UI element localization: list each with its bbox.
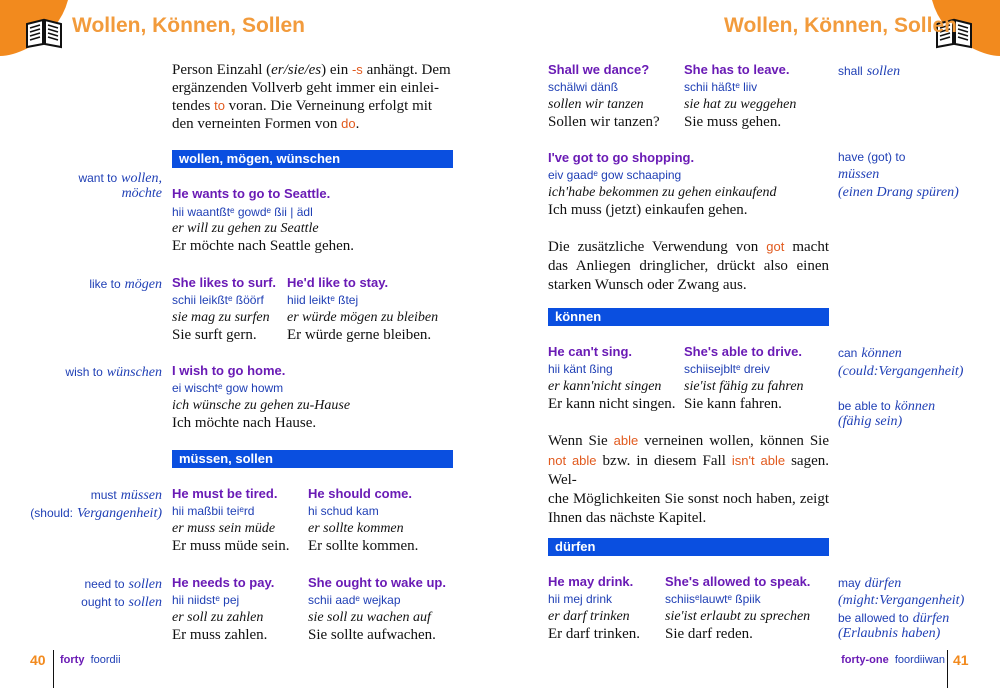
literal-translation: sollen wir tanzen bbox=[548, 97, 644, 112]
literal-translation: er kann'nicht singen bbox=[548, 379, 662, 394]
literal-translation: ich'habe bekommen zu gehen einkaufend bbox=[548, 185, 777, 200]
margin-may: may dürfen bbox=[838, 576, 902, 591]
margin-erlaubnis: (Erlaubnis haben) bbox=[838, 626, 941, 641]
page-title-left: Wollen, Können, Sollen bbox=[72, 14, 305, 37]
footer-divider-left bbox=[53, 650, 54, 688]
margin-need: need to sollen bbox=[84, 577, 162, 592]
intro-line-1: Person Einzahl (er/sie/es) ein -s anhängt. Dem bbox=[172, 62, 451, 78]
english-sentence: I wish to go home. bbox=[172, 363, 286, 378]
english-sentence: I've got to go shopping. bbox=[548, 150, 695, 165]
got-paragraph: Die zusätzliche Verwendung von got macht das Anliegen dringlicher, drückt also einen starken Wunsch oder Zwang aus. bbox=[548, 239, 829, 293]
german-translation: Er kann nicht singen. bbox=[548, 396, 676, 412]
pronunciation: schiisᵉlauwtᵉ ßpiik bbox=[665, 592, 761, 606]
english-sentence: He should come. bbox=[308, 486, 413, 501]
pronunciation: hii känt ßing bbox=[548, 362, 613, 376]
page-number-right: 41 bbox=[953, 652, 969, 668]
english-sentence: He can't sing. bbox=[548, 344, 632, 359]
english-sentence: She ought to wake up. bbox=[308, 575, 446, 590]
book-icon-left bbox=[24, 16, 64, 50]
literal-translation: sie soll zu wachen auf bbox=[308, 610, 431, 625]
literal-translation: er würde mögen zu bleiben bbox=[287, 310, 439, 325]
intro-line-2: ergänzenden Vollverb geht immer ein einlei- bbox=[172, 80, 439, 96]
able-paragraph: Wenn Sie able verneinen wollen, können Sie not able bzw. in diesem Fall isn't able sagen. Wel- che Möglichkeiten Sie sonst noch haben, zeigt Ihnen das nächste Kapitel. bbox=[548, 433, 829, 526]
literal-translation: ich wünsche zu gehen zu-Hause bbox=[172, 398, 351, 413]
german-translation: Sie surft gern. bbox=[172, 327, 257, 343]
pronunciation: schii häßtᵉ liiv bbox=[684, 80, 758, 94]
margin-wish: wish to wünschen bbox=[65, 365, 162, 380]
pronunciation: schälwi dänß bbox=[548, 80, 619, 94]
german-translation: Er muss zahlen. bbox=[172, 627, 268, 643]
pronunciation: hii niidstᵉ pej bbox=[172, 593, 240, 607]
literal-translation: er darf trinken bbox=[548, 609, 630, 624]
german-translation: Er darf trinken. bbox=[548, 626, 641, 642]
literal-translation: er will zu gehen zu Seattle bbox=[172, 221, 319, 236]
page-number-left: 40 bbox=[30, 652, 46, 668]
english-sentence: He may drink. bbox=[548, 574, 634, 589]
english-sentence: Shall we dance? bbox=[548, 62, 650, 77]
section-heading-duerfen: dürfen bbox=[548, 538, 829, 556]
german-translation: Er muss müde sein. bbox=[172, 538, 290, 554]
margin-must: must müssen bbox=[90, 488, 162, 503]
literal-translation: er soll zu zahlen bbox=[172, 610, 264, 625]
page-title-right: Wollen, Können, Sollen bbox=[724, 14, 957, 37]
margin-moechte: möchte bbox=[121, 186, 162, 201]
pronunciation: hii waantßtᵉ gowdᵉ ßii | ädl bbox=[172, 205, 313, 219]
literal-translation: sie'ist fähig zu fahren bbox=[684, 379, 804, 394]
pronunciation: schiisejbltᵉ dreiv bbox=[684, 362, 770, 376]
intro-line-4: den verneinten Formen von do. bbox=[172, 116, 360, 132]
pronunciation: ei wischtᵉ gow howm bbox=[172, 381, 284, 395]
english-sentence: She's allowed to speak. bbox=[665, 574, 811, 589]
intro-line-3: tendes to voran. Die Verneinung erfolgt mit bbox=[172, 98, 433, 114]
page-word-right: forty-one foordiiwan bbox=[841, 654, 945, 666]
margin-faehig: (fähig sein) bbox=[838, 414, 903, 429]
english-sentence: She's able to drive. bbox=[684, 344, 802, 359]
margin-shall: shall sollen bbox=[838, 64, 901, 79]
page-word-left: forty foordii bbox=[60, 654, 121, 666]
literal-translation: sie mag zu surfen bbox=[172, 310, 270, 325]
margin-like: like to mögen bbox=[89, 277, 162, 292]
margin-have-got: have (got) to bbox=[838, 150, 906, 164]
margin-drang: (einen Drang spüren) bbox=[838, 185, 959, 200]
german-translation: Sollen wir tanzen? bbox=[548, 114, 660, 130]
pronunciation: hi schud kam bbox=[308, 504, 379, 518]
english-sentence: He needs to pay. bbox=[172, 575, 275, 590]
literal-translation: sie'ist erlaubt zu sprechen bbox=[665, 609, 811, 624]
german-translation: Ich möchte nach Hause. bbox=[172, 415, 317, 431]
margin-be-allowed: be allowed to dürfen bbox=[838, 611, 950, 626]
pronunciation: schii leikßtᵉ ßöörf bbox=[172, 293, 264, 307]
pronunciation: hii mej drink bbox=[548, 592, 613, 606]
literal-translation: sie hat zu weggehen bbox=[684, 97, 797, 112]
footer-divider-right bbox=[947, 650, 948, 688]
english-sentence: She likes to surf. bbox=[172, 275, 277, 290]
margin-be-able: be able to können bbox=[838, 399, 936, 414]
german-translation: Er würde gerne bleiben. bbox=[287, 327, 432, 343]
pronunciation: eiv gaadᵉ gow schaaping bbox=[548, 168, 682, 182]
german-translation: Er möchte nach Seattle gehen. bbox=[172, 238, 355, 254]
english-sentence: She has to leave. bbox=[684, 62, 790, 77]
margin-muessen: müssen bbox=[838, 167, 880, 182]
german-translation: Er sollte kommen. bbox=[308, 538, 419, 554]
english-sentence: He'd like to stay. bbox=[287, 275, 389, 290]
margin-should: (should: Vergangenheit) bbox=[30, 506, 162, 521]
german-translation: Ich muss (jetzt) einkaufen gehen. bbox=[548, 202, 748, 218]
literal-translation: er muss sein müde bbox=[172, 521, 276, 536]
margin-ought: ought to sollen bbox=[81, 595, 162, 610]
german-translation: Sie muss gehen. bbox=[684, 114, 782, 130]
margin-want: want to wollen, bbox=[78, 171, 162, 186]
english-sentence: He wants to go to Seattle. bbox=[172, 186, 331, 201]
margin-can: can können bbox=[838, 346, 902, 361]
section-heading-koennen: können bbox=[548, 308, 829, 326]
german-translation: Sie darf reden. bbox=[665, 626, 753, 642]
pronunciation: hiid leiktᵉ ßtej bbox=[287, 293, 359, 307]
german-translation: Sie kann fahren. bbox=[684, 396, 782, 412]
section-heading-wollen: wollen, mögen, wünschen bbox=[172, 150, 453, 168]
margin-might: (might:Vergangenheit) bbox=[838, 593, 965, 608]
english-sentence: He must be tired. bbox=[172, 486, 278, 501]
margin-could: (could:Vergangenheit) bbox=[838, 364, 964, 379]
pronunciation: schii aadᵉ wejkap bbox=[308, 593, 401, 607]
german-translation: Sie sollte aufwachen. bbox=[308, 627, 436, 643]
literal-translation: er sollte kommen bbox=[308, 521, 404, 536]
pronunciation: hii maßbii teiᵉrd bbox=[172, 504, 255, 518]
section-heading-muessen: müssen, sollen bbox=[172, 450, 453, 468]
